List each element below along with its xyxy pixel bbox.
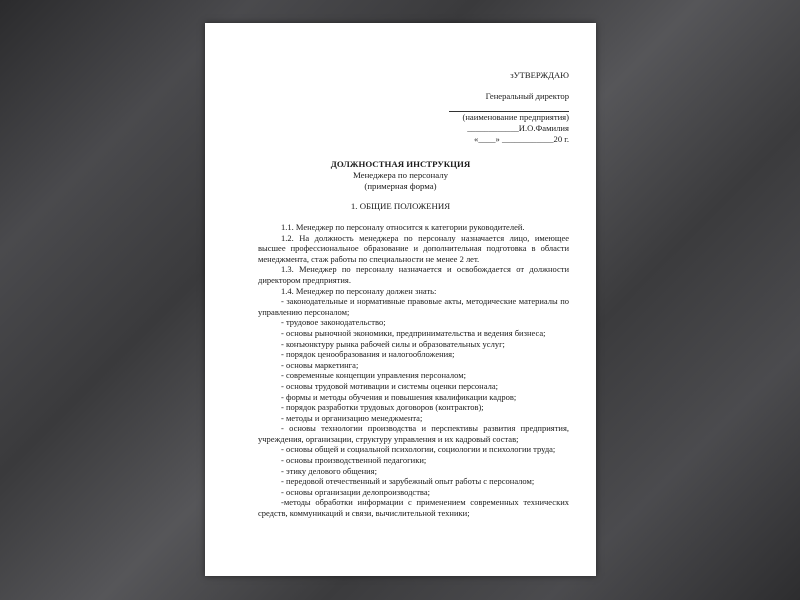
list-item: -методы обработки информации с применением современных технических средств, коммуникаций и связи, вычислительной техники; xyxy=(258,497,569,519)
list-item: - основы трудовой мотивации и системы оценки персонала; xyxy=(281,380,498,391)
list-item: - законодательные и нормативные правовые акты, методические материалы по управлению персоналом; xyxy=(258,296,569,317)
clause-1-2: 1.2. На должность менеджера по персоналу назначается лицо, имеющее высшее профессиональное образование и дополнительная подготовка в области менеджмента, стаж работы по специальности не менее 2 лет. xyxy=(258,232,569,264)
document-body xyxy=(258,222,569,519)
list-item: - основы технологии производства и перспективы развития предприятия, учреждения, организации, структуру управления и их кадровый состав; xyxy=(258,423,569,444)
list-item: - основы организации делопроизводства; xyxy=(281,486,430,497)
list-item: - основы общей и социальной психологии, социологии и психологии труда; xyxy=(281,444,556,455)
document-subtitle: Менеджера по персоналу xyxy=(352,170,449,180)
list-item: - основы рыночной экономики, предпринимательства и ведения бизнеса; xyxy=(281,327,546,338)
document-title: ДОЛЖНОСТНАЯ ИНСТРУКЦИЯ xyxy=(330,159,471,169)
form-note: (примерная форма) xyxy=(364,181,437,191)
approval-heading: зУТВЕРЖДАЮ xyxy=(510,70,569,80)
signature-line: ____________И.О.Фамилия xyxy=(467,123,569,133)
list-item: - передовой отечественный и зарубежный опыт работы с персоналом; xyxy=(281,476,535,487)
director-position: Генеральный директор xyxy=(485,91,569,101)
org-name-line xyxy=(449,102,569,112)
approval-date: «____» ____________20 г. xyxy=(474,134,569,144)
list-item: - этику делового общения; xyxy=(281,465,377,476)
clause-1-4: 1.4. Менеджер по персоналу должен знать: xyxy=(281,285,437,296)
org-name-caption: (наименование предприятия) xyxy=(462,112,569,122)
list-item: - формы и методы обучения и повышения квалификации кадров; xyxy=(281,391,517,402)
clause-1-1: 1.1. Менеджер по персоналу относится к категории руководителей. xyxy=(281,222,525,232)
section-heading: 1. ОБЩИЕ ПОЛОЖЕНИЯ xyxy=(350,201,451,211)
list-item: - порядок ценообразования и налогообложения; xyxy=(281,349,455,360)
document-page xyxy=(205,23,596,576)
approval-block xyxy=(409,70,569,145)
list-item: - конъюнктуру рынка рабочей силы и образовательных услуг; xyxy=(281,338,505,349)
title-block xyxy=(205,159,596,192)
list-item: - основы производственной педагогики; xyxy=(281,455,427,466)
list-item: - порядок разработки трудовых договоров (контрактов); xyxy=(281,402,484,413)
list-item: - трудовое законодательство; xyxy=(281,317,386,328)
list-item: - методы и организацию менеджмента; xyxy=(281,412,423,423)
clause-1-3: 1.3. Менеджер по персоналу назначается и освобождается от должности директором предприятия. xyxy=(258,264,569,285)
list-item: - современные концепции управления персоналом; xyxy=(281,370,466,381)
list-item: - основы маркетинга; xyxy=(281,359,359,370)
